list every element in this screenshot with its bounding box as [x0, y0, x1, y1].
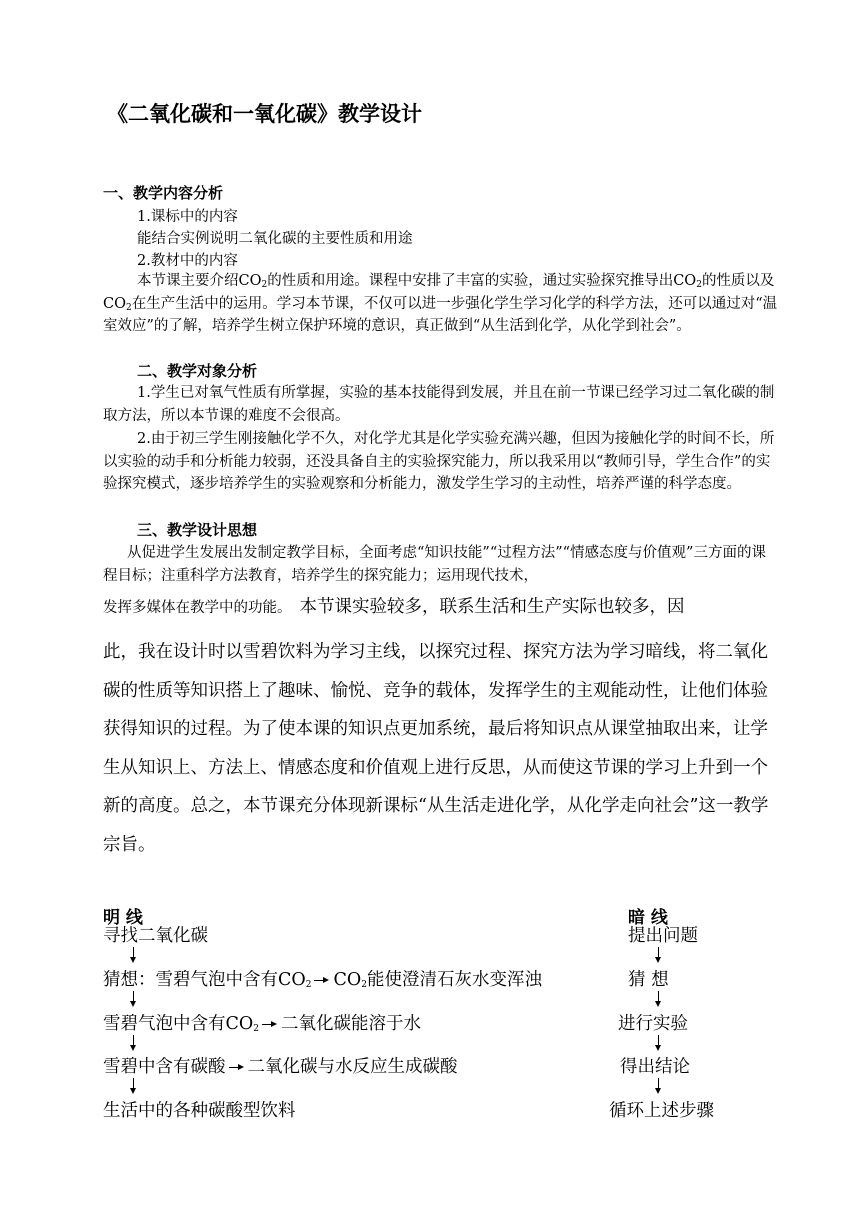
section2-paragraph-1: 1.学生已对氧气性质有所掌握，实验的基本技能得到发展，并且在前一节课已经学习过二氧化碳的制取方法，所以本节课的难度不会很高。	[103, 385, 775, 424]
subscript: 2	[696, 280, 702, 290]
flow-right-step-3: 进行实验	[618, 1014, 688, 1034]
down-arrow-icon	[133, 1035, 134, 1049]
flow-right-step-1: 提出问题	[628, 926, 698, 946]
section1-paragraph	[103, 270, 779, 338]
arrow-shape	[229, 1067, 242, 1068]
flow-right-step-2: 猜 想	[628, 970, 669, 990]
section1-heading: 一、教学内容分析	[103, 184, 224, 202]
down-arrow-icon	[658, 991, 659, 1005]
section3-mixed-line	[103, 593, 685, 618]
down-arrow-icon	[133, 947, 134, 961]
section3-paragraph-small: 从促进学生发展出发制定教学目标，全面考虑“知识技能”“过程方法”“情感态度与价值观”三方面的课程目标；注重科学方法教育，培养学生的探究能力；运用现代技术，	[103, 545, 766, 584]
section1-item2-label: 2.教材中的内容	[137, 253, 238, 269]
arrow-shape	[314, 980, 327, 981]
text-run: 的性质以及CO	[103, 273, 775, 312]
section1-item1-label: 1.课标中的内容	[137, 209, 238, 225]
down-arrow-icon	[658, 1078, 659, 1092]
section1-item1-text: 能结合实例说明二氧化碳的主要性质和用途	[137, 231, 413, 247]
text-run: 雪碧中含有碳酸	[103, 1057, 226, 1077]
subscript: 2	[305, 980, 312, 990]
flow-left-header: 明 线	[103, 908, 143, 928]
text-run: 猜想：雪碧气泡中含有CO	[103, 970, 306, 990]
arrow-shape	[262, 1024, 275, 1025]
flow-right-header: 暗 线	[628, 908, 668, 928]
text-run: 二氧化碳能溶于水	[280, 1014, 421, 1034]
text-run: 二氧化碳与水反应生成碳酸	[247, 1057, 458, 1077]
flow-left-step-2	[103, 966, 542, 991]
down-arrow-icon	[133, 1078, 134, 1092]
section2-heading: 二、教学对象分析	[137, 362, 258, 380]
flow-right-step-5: 循环上述步骤	[609, 1101, 714, 1121]
subscript: 2	[261, 280, 268, 290]
down-arrow-icon	[658, 947, 659, 961]
text-run: 的性质和用途。课程中安排了丰富的实验，通过实验探究推导出CO	[267, 273, 697, 289]
subscript: 2	[125, 302, 132, 313]
text-run: 能使澄清石灰水变浑浊	[366, 970, 542, 990]
subscript: 2	[361, 980, 367, 990]
flow-left-step-5: 生活中的各种碳酸型饮料	[103, 1101, 296, 1121]
text-run: 本节课实验较多，联系生活和生产实际也较多，因	[299, 597, 685, 617]
section3-paragraph-large: 此，我在设计时以雪碧饮料为学习主线，以探究过程、探究方法为学习暗线，将二氧化碳的性质等知识搭上了趣味、愉悦、竞争的载体，发挥学生的主观能动性，让他们体验获得知识的过程。为了使本课的知识点更加系统，最后将知识点从课堂抽取出来，让学生从知识上、方法上、情感态度和价值观上进行反思，从而使这节课的学习上升到一个新的高度。总之，本节课充分体现新课标“从生活走进化学，从化学走向社会”这一教学宗旨。	[103, 642, 769, 855]
subscript: 2	[253, 1024, 259, 1034]
text-run: 雪碧气泡中含有CO	[103, 1014, 254, 1034]
down-arrow-icon	[658, 1035, 659, 1049]
flow-left-step-3	[103, 1010, 421, 1035]
text-run: 本节课主要介绍CO	[137, 273, 262, 289]
section2-paragraph-2: 2.由于初三学生刚接触化学不久，对化学尤其是化学实验充满兴趣，但因为接触化学的时间不长，所以实验的动手和分析能力较弱，还没具备自主的实验探究能力，所以我采用以“教师引导，学生合作”的实验探究模式，逐步培养学生的实验观察和分析能力，激发学生学习的主动性，培养严谨的科学态度。	[103, 431, 775, 492]
flow-right-step-4: 得出结论	[620, 1057, 690, 1077]
section3-heading: 三、教学设计思想	[137, 521, 258, 539]
text-run: 发挥多媒体在教学中的功能。	[103, 600, 292, 616]
flow-left-step-1: 寻找二氧化碳	[103, 926, 208, 946]
flow-left-step-4	[103, 1053, 458, 1078]
down-arrow-icon	[133, 991, 134, 1005]
text-run: CO	[333, 970, 362, 990]
text-run: 在生产生活中的运用。学习本节课，不仅可以进一步强化学生学习化学的科学方法，还可以通过对“温室效应”的了解，培养学生树立保护环境的意识，真正做到“从生活到化学，从化学到社会”。	[103, 295, 778, 334]
document-title: 《二氧化碳和一氧化碳》教学设计	[107, 102, 422, 126]
